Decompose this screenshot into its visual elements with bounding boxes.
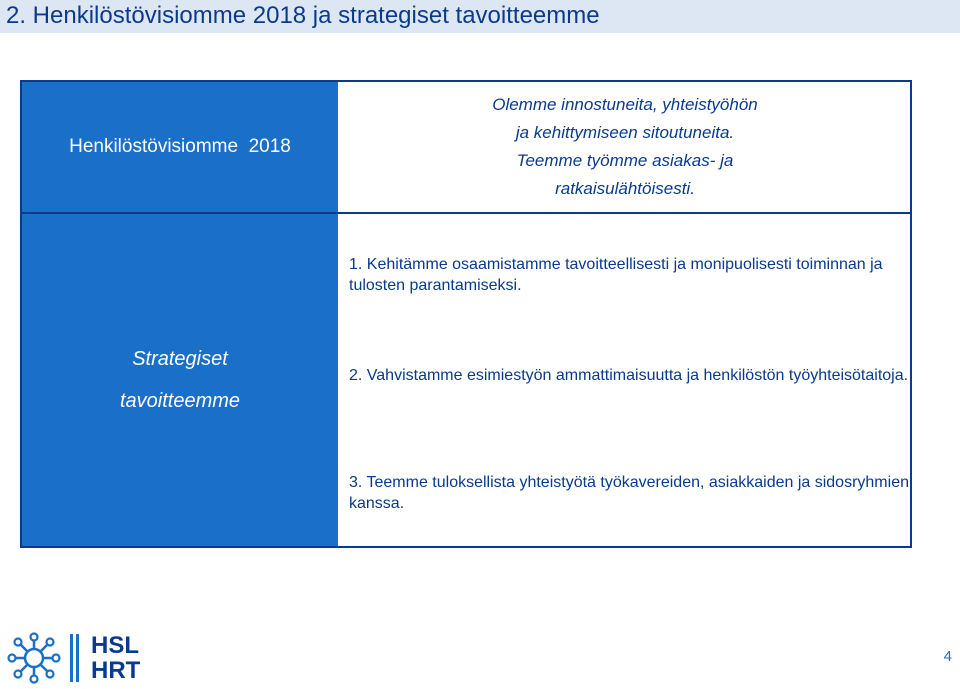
hsl-logo: [6, 632, 146, 684]
logo-text-hsl: HSL: [91, 632, 139, 659]
goal-item-3: 3. Teemme tuloksellista yhteistyötä työkavereiden, asiakkaiden ja sidosryhmien kanssa.: [349, 474, 909, 512]
vision-line: ja kehittymiseen sitoutuneita.: [515, 123, 735, 142]
goal-item-1: 1. Kehitämme osaamistamme tavoitteellisesti ja monipuolisesti toiminnan ja tulosten parantamiseksi.: [349, 256, 883, 294]
title-bar: [0, 0, 960, 33]
vision-statement: [340, 82, 910, 212]
network-logo-icon: [6, 632, 62, 684]
logo-divider: [76, 634, 79, 682]
vision-label-cell: [22, 82, 338, 212]
logo-text-hrt: HRT: [91, 657, 141, 684]
goal-item-2: 2. Vahvistamme esimiestyön ammattimaisuutta ja henkilöstön työyhteisötaitoja.: [349, 367, 909, 384]
vision-line: Olemme innostuneita, yhteistyöhön: [492, 95, 758, 114]
vision-goals-table: [20, 80, 912, 548]
logo-divider: [70, 634, 73, 682]
goals-label-line: tavoitteemme: [119, 390, 241, 412]
page-number: 4: [943, 648, 952, 665]
page-title: 2. Henkilöstövisiomme 2018 ja strategiset tavoitteemme: [6, 2, 600, 29]
vision-line: Teemme työmme asiakas- ja: [516, 151, 734, 170]
goals-label-cell: [22, 214, 338, 546]
goals-label-line: Strategiset: [132, 348, 228, 370]
vision-line: ratkaisulähtöisesti.: [555, 179, 695, 198]
vision-label: Henkilöstövisiomme 2018: [69, 136, 291, 157]
